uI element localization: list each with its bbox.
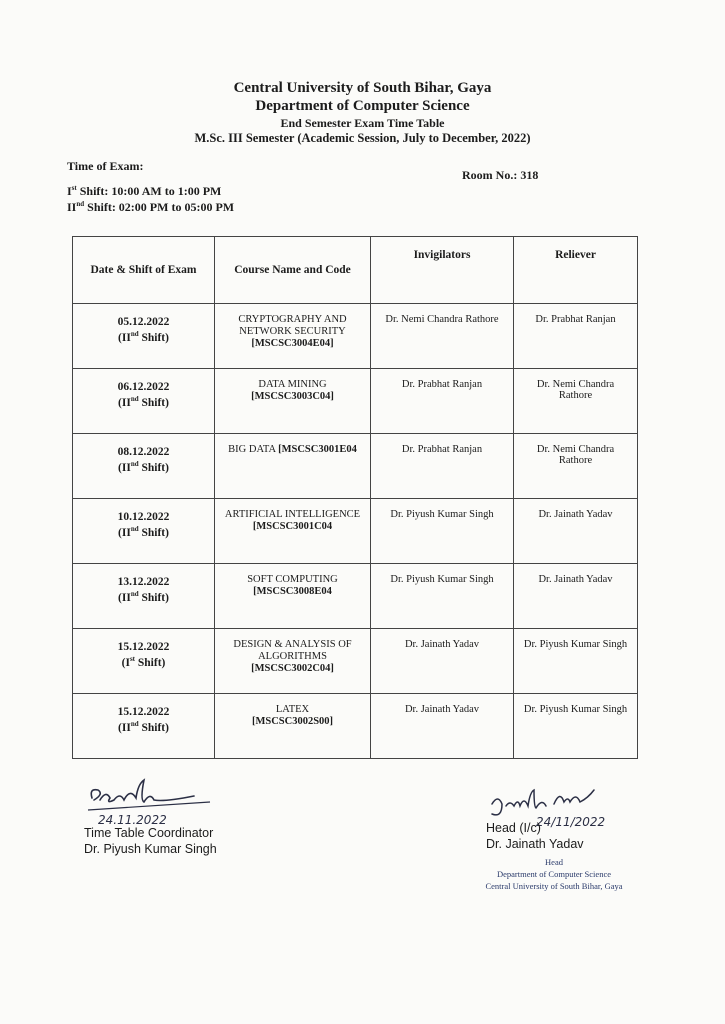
exam-date-shift: [73, 434, 215, 499]
exam-timetable: [72, 236, 638, 759]
table-row: [73, 369, 638, 434]
column-header: Course Name and Code: [215, 237, 371, 304]
room-number: Room No.: 318: [462, 168, 539, 182]
invigilator: Dr. Prabhat Ranjan: [371, 369, 514, 434]
exam-shift: (IInd Shift): [118, 525, 169, 539]
exam-date: 08.12.2022: [117, 446, 170, 458]
invigilator: Dr. Jainath Yadav: [371, 629, 514, 694]
course-code: [MSCSC3008E04: [253, 586, 332, 597]
head-role: Head (I/c): [486, 821, 541, 835]
invigilator: Dr. Nemi Chandra Rathore: [371, 304, 514, 369]
shift1-timing: Ist Shift: 10:00 AM to 1:00 PM: [67, 184, 222, 198]
exam-date: 13.12.2022: [117, 576, 170, 588]
exam-shift: (IInd Shift): [118, 330, 169, 344]
course-code: [MSCSC3001C04: [252, 521, 333, 532]
exam-date: 15.12.2022: [117, 641, 170, 653]
invigilator: Dr. Jainath Yadav: [371, 694, 514, 759]
reliever: Dr. Nemi Chandra Rathore: [514, 369, 638, 434]
reliever: Dr. Piyush Kumar Singh: [514, 694, 638, 759]
course-code: [MSCSC3001E04: [278, 444, 357, 455]
reliever: Dr. Jainath Yadav: [514, 564, 638, 629]
column-header: Invigilators: [371, 237, 514, 304]
course-name: DESIGN & ANALYSIS OF ALGORITHMS: [233, 639, 352, 662]
stamp-line: Head: [545, 857, 563, 867]
stamp-line: Central University of South Bihar, Gaya: [485, 881, 623, 891]
exam-shift: (IInd Shift): [118, 460, 169, 474]
head-sign-date: 24/11/2022: [536, 815, 606, 829]
course-cell: [215, 629, 371, 694]
course-cell: [215, 369, 371, 434]
table-row: [73, 564, 638, 629]
course-name: SOFT COMPUTING: [247, 574, 338, 585]
reliever: Dr. Jainath Yadav: [514, 499, 638, 564]
course-code: [MSCSC3004E04]: [251, 338, 334, 349]
course-code: [MSCSC3002C04]: [251, 663, 334, 674]
reliever: Dr. Prabhat Ranjan: [514, 304, 638, 369]
course-cell: [215, 694, 371, 759]
table-row: [73, 629, 638, 694]
invigilator: Dr. Piyush Kumar Singh: [371, 564, 514, 629]
reliever: Dr. Nemi Chandra Rathore: [514, 434, 638, 499]
table-row: [73, 304, 638, 369]
exam-date-shift: [73, 369, 215, 434]
course-name: ARTIFICIAL INTELLIGENCE: [224, 509, 361, 520]
column-header: Date & Shift of Exam: [73, 237, 215, 304]
course-cell: [215, 499, 371, 564]
invigilator: Dr. Prabhat Ranjan: [371, 434, 514, 499]
coordinator-signature: [80, 770, 230, 830]
document-title: End Semester Exam Time Table: [280, 116, 445, 130]
course-code: [MSCSC3003C04]: [251, 391, 334, 402]
course-cell: [215, 434, 371, 499]
stamp-line: Department of Computer Science: [496, 869, 611, 879]
time-of-exam-label: Time of Exam:: [67, 159, 144, 173]
exam-date-shift: [73, 564, 215, 629]
semester-line: M.Sc. III Semester (Academic Session, July to December, 2022): [194, 131, 531, 145]
table-row: [73, 434, 638, 499]
table-row: [73, 694, 638, 759]
exam-shift: (IInd Shift): [118, 590, 169, 604]
column-header: Reliever: [514, 237, 638, 304]
coordinator-role: Time Table Coordinator: [84, 826, 214, 840]
exam-date: 06.12.2022: [117, 381, 170, 393]
department-name: Department of Computer Science: [255, 98, 470, 114]
reliever: Dr. Piyush Kumar Singh: [514, 629, 638, 694]
table-row: [73, 499, 638, 564]
course-name: CRYPTOGRAPHY AND NETWORK SECURITY: [238, 314, 347, 337]
exam-shift: (IInd Shift): [118, 395, 169, 409]
coordinator-sign-date: 24.11.2022: [98, 813, 167, 827]
course-code: [MSCSC3002S00]: [251, 716, 334, 727]
course-name: DATA MINING: [258, 379, 327, 390]
course-name: BIG DATA: [228, 444, 279, 455]
exam-shift: (Ist Shift): [121, 655, 166, 669]
course-name: LATEX: [275, 704, 310, 715]
invigilator: Dr. Piyush Kumar Singh: [371, 499, 514, 564]
exam-date-shift: [73, 629, 215, 694]
exam-date-shift: [73, 304, 215, 369]
exam-date: 10.12.2022: [117, 511, 170, 523]
course-cell: [215, 564, 371, 629]
exam-date: 15.12.2022: [117, 706, 170, 718]
exam-shift: (IInd Shift): [118, 720, 169, 734]
course-cell: [215, 304, 371, 369]
university-name: Central University of South Bihar, Gaya: [233, 80, 492, 96]
shift2-timing: IInd Shift: 02:00 PM to 05:00 PM: [67, 200, 235, 214]
table-header-row: [73, 237, 638, 304]
head-name: Dr. Jainath Yadav: [486, 837, 584, 851]
exam-date-shift: [73, 499, 215, 564]
exam-date: 05.12.2022: [117, 316, 170, 328]
official-stamp: [444, 856, 664, 892]
exam-date-shift: [73, 694, 215, 759]
coordinator-name: Dr. Piyush Kumar Singh: [84, 842, 217, 856]
